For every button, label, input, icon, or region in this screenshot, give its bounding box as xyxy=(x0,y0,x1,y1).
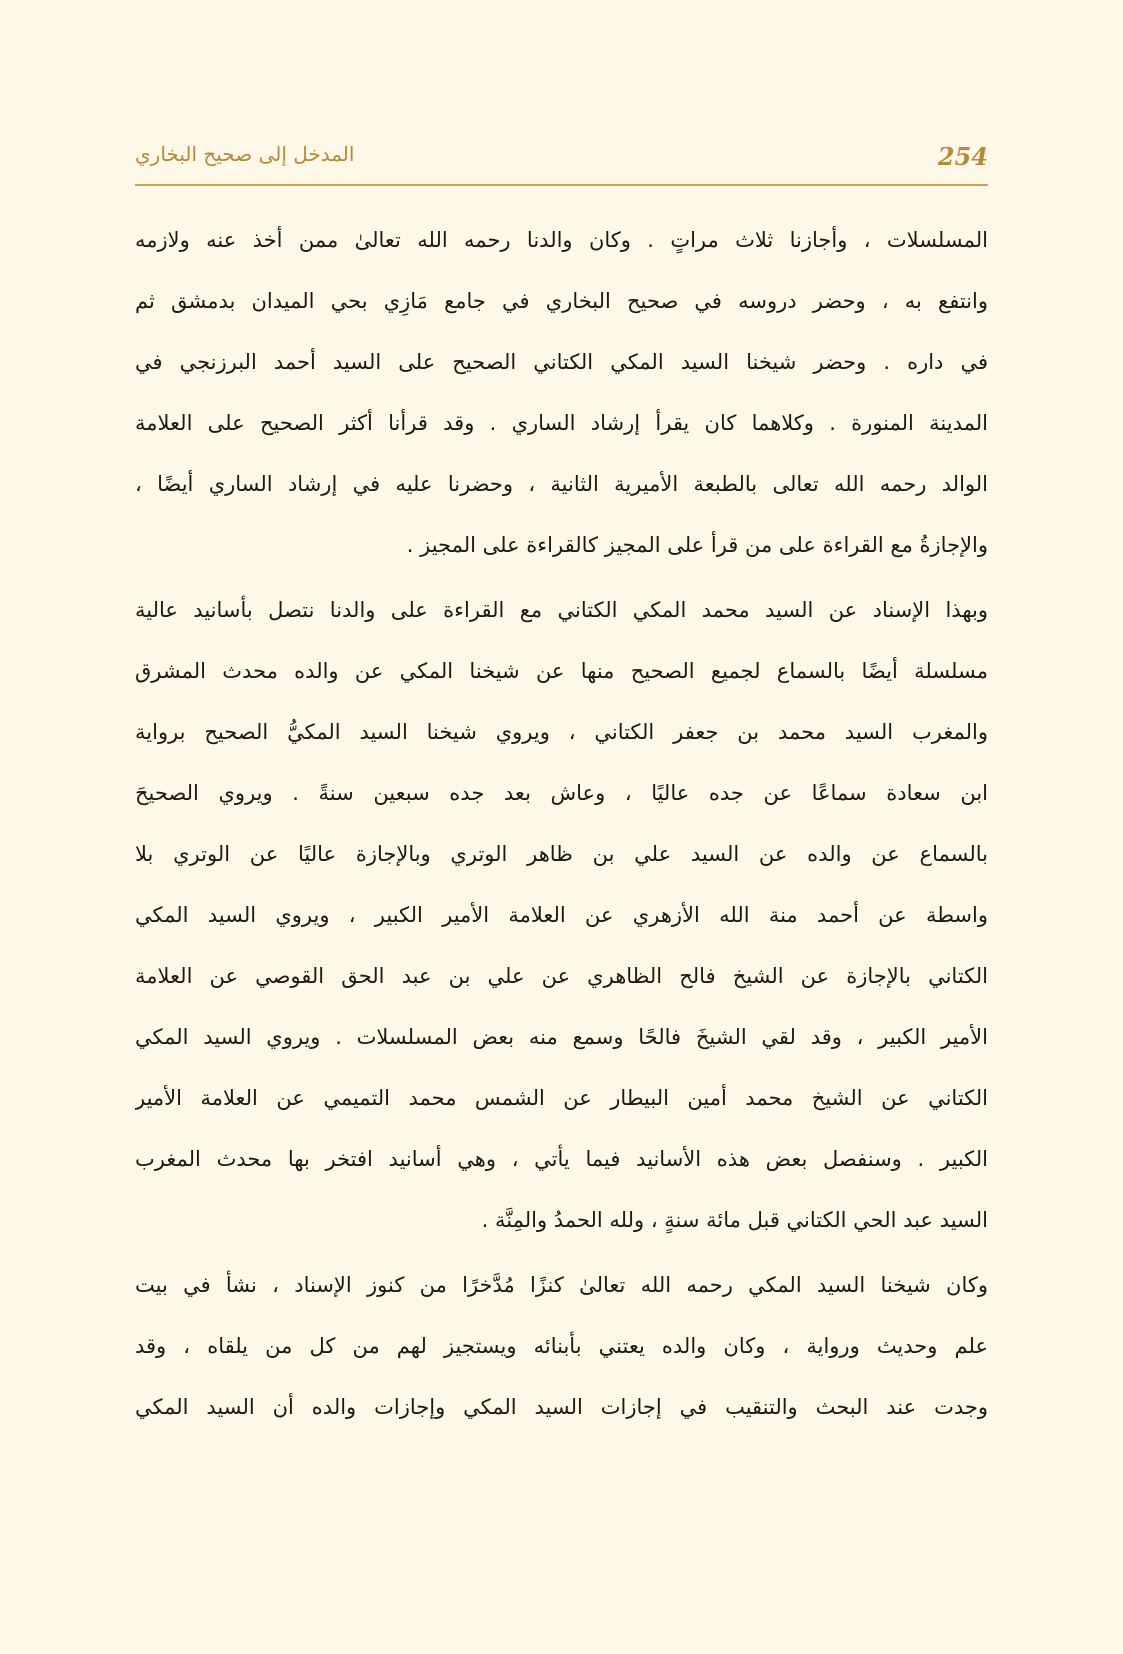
text-line: وبهذا الإسناد عن السيد محمد المكي الكتاني مع القراءة على والدنا نتصل بأسانيد عالية xyxy=(135,598,988,622)
text-line: وجدت عند البحث والتنقيب في إجازات السيد المكي وإجازات والده أن السيد المكي xyxy=(135,1395,988,1419)
paragraph-2 xyxy=(135,580,988,1251)
paragraph-1 xyxy=(135,210,988,576)
text-line: في داره . وحضر شيخنا السيد المكي الكتاني الصحيح على السيد أحمد البرزنجي في xyxy=(135,350,988,374)
page-number: 254 xyxy=(937,142,988,171)
text-line: المسلسلات ، وأجازنا ثلاث مراتٍ . وكان والدنا رحمه الله تعالىٰ ممن أخذ عنه ولازمه xyxy=(135,228,988,252)
text-line: الكتاني عن الشيخ محمد أمين البيطار عن الشمس محمد التميمي عن العلامة الأمير xyxy=(135,1086,988,1110)
text-line: علم وحديث ورواية ، وكان والده يعتني بأبنائه ويستجيز لهم من كل من يلقاه ، وقد xyxy=(135,1334,988,1358)
text-line: المدينة المنورة . وكلاهما كان يقرأ إرشاد الساري . وقد قرأنا أكثر الصحيح على العلامة xyxy=(135,411,988,435)
page-header xyxy=(135,138,988,186)
text-line: الكبير . وسنفصل بعض هذه الأسانيد فيما يأتي ، وهي أسانيد افتخر بها محدث المغرب xyxy=(135,1147,988,1171)
text-line: الوالد رحمه الله تعالى بالطبعة الأميرية الثانية ، وحضرنا عليه في إرشاد الساري أيضًا ، xyxy=(135,472,988,496)
body-text xyxy=(135,210,988,1442)
text-line: وانتفع به ، وحضر دروسه في صحيح البخاري في جامع مَازِي بحي الميدان بدمشق ثم xyxy=(135,289,988,313)
paragraph-3 xyxy=(135,1255,988,1438)
text-line: والمغرب السيد محمد بن جعفر الكتاني ، ويروي شيخنا السيد المكيُّ الصحيح برواية xyxy=(135,720,988,744)
text-line: واسطة عن أحمد منة الله الأزهري عن العلامة الأمير الكبير ، ويروي السيد المكي xyxy=(135,903,988,927)
text-line: مسلسلة أيضًا بالسماع لجميع الصحيح منها عن شيخنا المكي عن والده محدث المشرق xyxy=(135,659,988,683)
text-line: الأمير الكبير ، وقد لقي الشيخَ فالحًا وسمع منه بعض المسلسلات . ويروي السيد المكي xyxy=(135,1025,988,1049)
text-line: بالسماع عن والده عن السيد علي بن ظاهر الوتري وبالإجازة عاليًا عن الوتري بلا xyxy=(135,842,988,866)
text-line: ابن سعادة سماعًا عن جده عاليًا ، وعاش بعد جده سبعين سنةً . ويروي الصحيحَ xyxy=(135,781,988,805)
text-line: وكان شيخنا السيد المكي رحمه الله تعالىٰ كنزًا مُدَّخرًا من كنوز الإسناد ، نشأ في بيت xyxy=(135,1273,988,1297)
running-title: المدخل إلى صحيح البخاري xyxy=(135,142,355,166)
text-line: والإجازةُ مع القراءة على من قرأ على المجيز كالقراءة على المجيز . xyxy=(406,533,988,557)
text-line: الكتاني بالإجازة عن الشيخ فالح الظاهري عن علي بن عبد الحق القوصي عن العلامة xyxy=(135,964,988,988)
text-line: السيد عبد الحي الكتاني قبل مائة سنةٍ ، ولله الحمدُ والمِنَّة . xyxy=(481,1208,988,1232)
